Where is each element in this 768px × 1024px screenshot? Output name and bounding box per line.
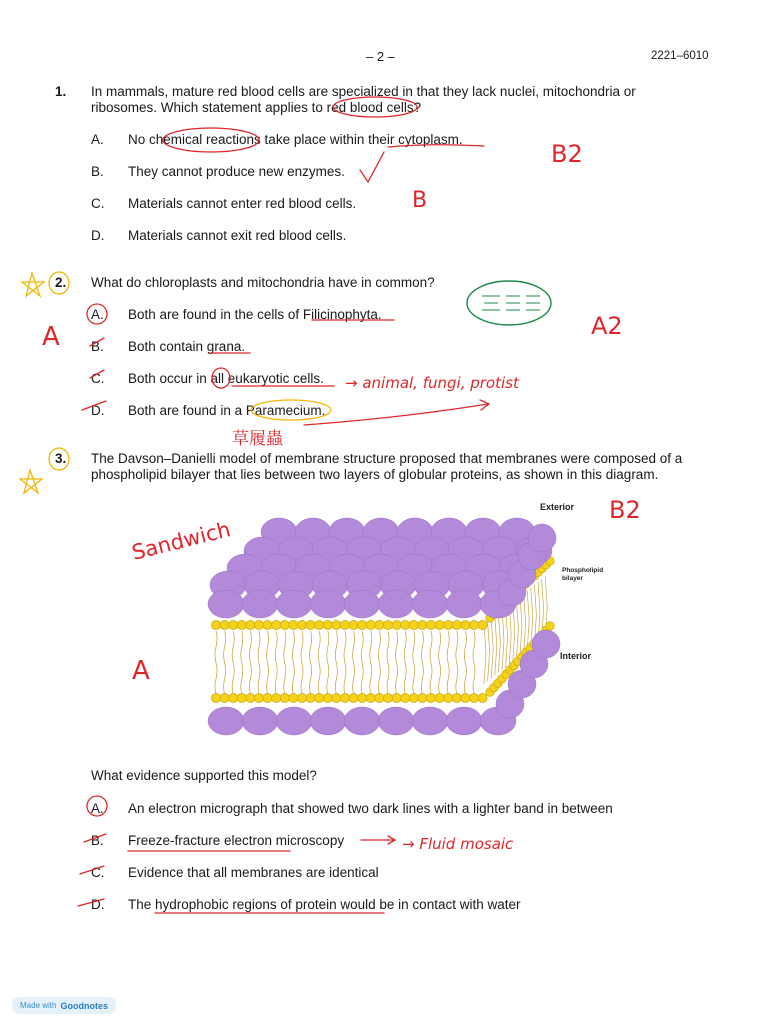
q2-option-a-letter: A. bbox=[91, 307, 104, 322]
question-2-number: 2. bbox=[55, 275, 67, 290]
badge-brand: Goodnotes bbox=[60, 1000, 108, 1011]
lipid-tail bbox=[224, 631, 226, 694]
lipid-head bbox=[315, 693, 324, 702]
lipid-head bbox=[254, 620, 263, 629]
lipid-head bbox=[469, 693, 478, 702]
protein-globule bbox=[412, 590, 448, 618]
lipid-head bbox=[461, 620, 470, 629]
q2-option-d-text: Both are found in a Paramecium. bbox=[128, 403, 326, 418]
lipid-head bbox=[409, 620, 418, 629]
lipid-head bbox=[418, 693, 427, 702]
lipid-head bbox=[315, 620, 324, 629]
lipid-head bbox=[358, 620, 367, 629]
lipid-tail bbox=[430, 631, 432, 694]
lipid-head bbox=[452, 620, 461, 629]
lipid-head bbox=[289, 693, 298, 702]
protein-globule bbox=[446, 707, 482, 735]
lipid-tail bbox=[387, 631, 389, 694]
lipid-tail bbox=[241, 631, 243, 694]
lipid-tail bbox=[439, 631, 441, 694]
lipid-head bbox=[229, 620, 238, 629]
lipid-head bbox=[340, 693, 349, 702]
lipid-head bbox=[297, 693, 306, 702]
q1-option-c-text: Materials cannot enter red blood cells. bbox=[128, 196, 357, 211]
question-1-stem-line1: In mammals, mature red blood cells are specialized in that they lack nuclei, mitochondria or bbox=[91, 84, 636, 99]
lipid-head bbox=[426, 620, 435, 629]
diagram-label-interior: Interior bbox=[560, 651, 592, 661]
q2-option-d-letter: D. bbox=[91, 403, 105, 418]
lipid-head bbox=[263, 693, 272, 702]
lipid-tail bbox=[495, 616, 497, 676]
q1-option-b-text: They cannot produce new enzymes. bbox=[128, 164, 345, 179]
lipid-tail bbox=[267, 631, 269, 694]
lipid-head bbox=[426, 693, 435, 702]
protein-globule bbox=[242, 590, 278, 618]
lipid-tail bbox=[520, 596, 522, 656]
lipid-head bbox=[272, 620, 281, 629]
lipid-head bbox=[280, 693, 289, 702]
lipid-tail bbox=[310, 631, 312, 694]
question-3-followup: What evidence supported this model? bbox=[91, 768, 317, 783]
lipid-head bbox=[375, 693, 384, 702]
protein-globule bbox=[344, 590, 380, 618]
lipid-head bbox=[306, 620, 315, 629]
protein-globule bbox=[344, 707, 380, 735]
lipid-head bbox=[461, 693, 470, 702]
lipid-head bbox=[246, 620, 255, 629]
lipid-head bbox=[469, 620, 478, 629]
lipid-head bbox=[392, 620, 401, 629]
lipid-tail bbox=[488, 621, 490, 681]
diagram-label-bilayer: bilayer bbox=[562, 575, 583, 582]
diagram-label-phospholipid: Phospholipid bbox=[562, 567, 604, 574]
q1-option-b-letter: B. bbox=[91, 164, 104, 179]
lipid-head bbox=[349, 693, 358, 702]
lipid-head bbox=[220, 693, 229, 702]
question-3-number: 3. bbox=[55, 451, 67, 466]
q2-chinese-note: 草履蟲 bbox=[232, 429, 283, 449]
goodnotes-badge bbox=[12, 997, 116, 1014]
lipid-tail bbox=[404, 631, 406, 694]
lipid-tail bbox=[301, 631, 303, 694]
question-3-stem-line2: phospholipid bilayer that lies between two layers of globular proteins, as shown in this diagram. bbox=[91, 467, 659, 482]
lipid-tail bbox=[258, 631, 260, 694]
protein-globule bbox=[276, 707, 312, 735]
lipid-tail bbox=[502, 610, 504, 670]
lipid-head bbox=[237, 620, 246, 629]
lipid-head bbox=[220, 620, 229, 629]
lipid-tail bbox=[484, 624, 486, 684]
lipid-tail bbox=[215, 631, 217, 694]
lipid-tail bbox=[292, 631, 294, 694]
lipid-tail bbox=[456, 631, 458, 694]
lipid-tail bbox=[396, 631, 398, 694]
q3-option-c-text: Evidence that all membranes are identical bbox=[128, 865, 379, 880]
lipid-tail bbox=[516, 599, 518, 659]
lipid-tail bbox=[232, 631, 234, 694]
lipid-tail bbox=[473, 631, 475, 694]
lipid-tail bbox=[335, 631, 337, 694]
lipid-head bbox=[349, 620, 358, 629]
lipid-head bbox=[435, 620, 444, 629]
lipid-head bbox=[229, 693, 238, 702]
q2-answer: A bbox=[42, 322, 60, 352]
q3-answer: A bbox=[132, 656, 150, 686]
lipid-tail bbox=[327, 631, 329, 694]
q3-option-d-letter: D. bbox=[91, 897, 105, 912]
q3-grade: B2 bbox=[609, 496, 641, 524]
lipid-head bbox=[444, 620, 453, 629]
question-1-number: 1. bbox=[55, 84, 67, 99]
lipid-tail bbox=[498, 613, 500, 673]
protein-globule bbox=[310, 590, 346, 618]
lipid-tail bbox=[491, 618, 493, 678]
lipid-head bbox=[418, 620, 427, 629]
protein-globule bbox=[412, 707, 448, 735]
protein-globule bbox=[378, 590, 414, 618]
lipid-head bbox=[366, 693, 375, 702]
lipid-tail bbox=[421, 631, 423, 694]
q2-option-a-text: Both are found in the cells of Filicinophyta. bbox=[128, 307, 382, 322]
q2-grade: A2 bbox=[591, 312, 623, 340]
q3-option-b-text: Freeze-fracture electron microscopy bbox=[128, 833, 345, 848]
q1-option-d-letter: D. bbox=[91, 228, 105, 243]
lipid-head bbox=[280, 620, 289, 629]
lipid-tail bbox=[413, 631, 415, 694]
lipid-tail bbox=[284, 631, 286, 694]
q3-option-a-letter: A. bbox=[91, 801, 104, 816]
lipid-head bbox=[323, 693, 332, 702]
diagram-label-exterior: Exterior bbox=[540, 502, 575, 512]
lipid-head bbox=[358, 693, 367, 702]
protein-globule bbox=[532, 630, 560, 658]
q1-option-a-letter: A. bbox=[91, 132, 104, 147]
lipid-tail bbox=[524, 593, 526, 653]
lipid-head bbox=[452, 693, 461, 702]
q2-option-b-text: Both contain grana. bbox=[128, 339, 246, 354]
lipid-head bbox=[340, 620, 349, 629]
protein-globule bbox=[310, 707, 346, 735]
lipid-head bbox=[211, 693, 220, 702]
q2-option-c-text: Both occur in all eukaryotic cells. bbox=[128, 371, 324, 386]
q1-grade: B2 bbox=[551, 140, 583, 168]
protein-globule bbox=[446, 590, 482, 618]
q3-option-a-text: An electron micrograph that showed two dark lines with a lighter band in between bbox=[128, 801, 613, 816]
protein-globule bbox=[208, 707, 244, 735]
lipid-head bbox=[366, 620, 375, 629]
lipid-head bbox=[289, 620, 298, 629]
lipid-tail bbox=[370, 631, 372, 694]
lipid-tail bbox=[361, 631, 363, 694]
lipid-tail bbox=[353, 631, 355, 694]
lipid-head bbox=[237, 693, 246, 702]
lipid-tail bbox=[531, 588, 533, 648]
lipid-head bbox=[272, 693, 281, 702]
protein-globule bbox=[208, 590, 244, 618]
question-3-stem-line1: The Davson–Danielli model of membrane structure proposed that membranes were composed of a bbox=[91, 451, 683, 466]
document-code: 2221–6010 bbox=[651, 50, 709, 62]
q2-option-b-letter: B. bbox=[91, 339, 104, 354]
lipid-head bbox=[392, 693, 401, 702]
lipid-head bbox=[254, 693, 263, 702]
lipid-head bbox=[401, 620, 410, 629]
lipid-head bbox=[323, 620, 332, 629]
lipid-head bbox=[246, 693, 255, 702]
q3-option-c-letter: C. bbox=[91, 865, 105, 880]
lipid-head bbox=[478, 693, 487, 702]
protein-globule bbox=[276, 590, 312, 618]
lipid-tail bbox=[378, 631, 380, 694]
q1-option-c-letter: C. bbox=[91, 196, 105, 211]
badge-made-with: Made with bbox=[20, 1001, 57, 1010]
lipid-head bbox=[297, 620, 306, 629]
question-2-stem: What do chloroplasts and mitochondria have in common? bbox=[91, 275, 435, 290]
lipid-head bbox=[383, 620, 392, 629]
q2-note: → animal, fungi, protist bbox=[345, 374, 519, 392]
q3-sandwich-note: Sandwich bbox=[129, 517, 233, 565]
page-number: – 2 – bbox=[366, 49, 395, 64]
lipid-head bbox=[444, 693, 453, 702]
q1-answer: B bbox=[412, 188, 428, 213]
q3-note: → Fluid mosaic bbox=[402, 835, 514, 853]
lipid-tail bbox=[344, 631, 346, 694]
lipid-head bbox=[435, 693, 444, 702]
protein-globule bbox=[378, 707, 414, 735]
q2-option-c-letter: C. bbox=[91, 371, 105, 386]
lipid-tail bbox=[464, 631, 466, 694]
protein-globule bbox=[242, 707, 278, 735]
lipid-tail bbox=[249, 631, 251, 694]
lipid-tail bbox=[527, 590, 529, 650]
lipid-head bbox=[409, 693, 418, 702]
protein-globule bbox=[528, 524, 556, 552]
q3-option-d-text: The hydrophobic regions of protein would be in contact with water bbox=[128, 897, 521, 912]
lipid-head bbox=[401, 693, 410, 702]
lipid-head bbox=[546, 622, 555, 631]
lipid-head bbox=[332, 693, 341, 702]
q1-option-a-text: No chemical reactions take place within their cytoplasm. bbox=[128, 132, 463, 147]
lipid-head bbox=[383, 693, 392, 702]
lipid-tail bbox=[318, 631, 320, 694]
lipid-head bbox=[375, 620, 384, 629]
lipid-tail bbox=[275, 631, 277, 694]
q1-option-d-text: Materials cannot exit red blood cells. bbox=[128, 228, 347, 243]
lipid-head bbox=[306, 693, 315, 702]
q3-option-b-letter: B. bbox=[91, 833, 104, 848]
lipid-head bbox=[478, 620, 487, 629]
lipid-head bbox=[263, 620, 272, 629]
question-1-stem-line2: ribosomes. Which statement applies to red blood cells? bbox=[91, 100, 422, 115]
lipid-tail bbox=[447, 631, 449, 694]
lipid-head bbox=[211, 620, 220, 629]
lipid-head bbox=[332, 620, 341, 629]
